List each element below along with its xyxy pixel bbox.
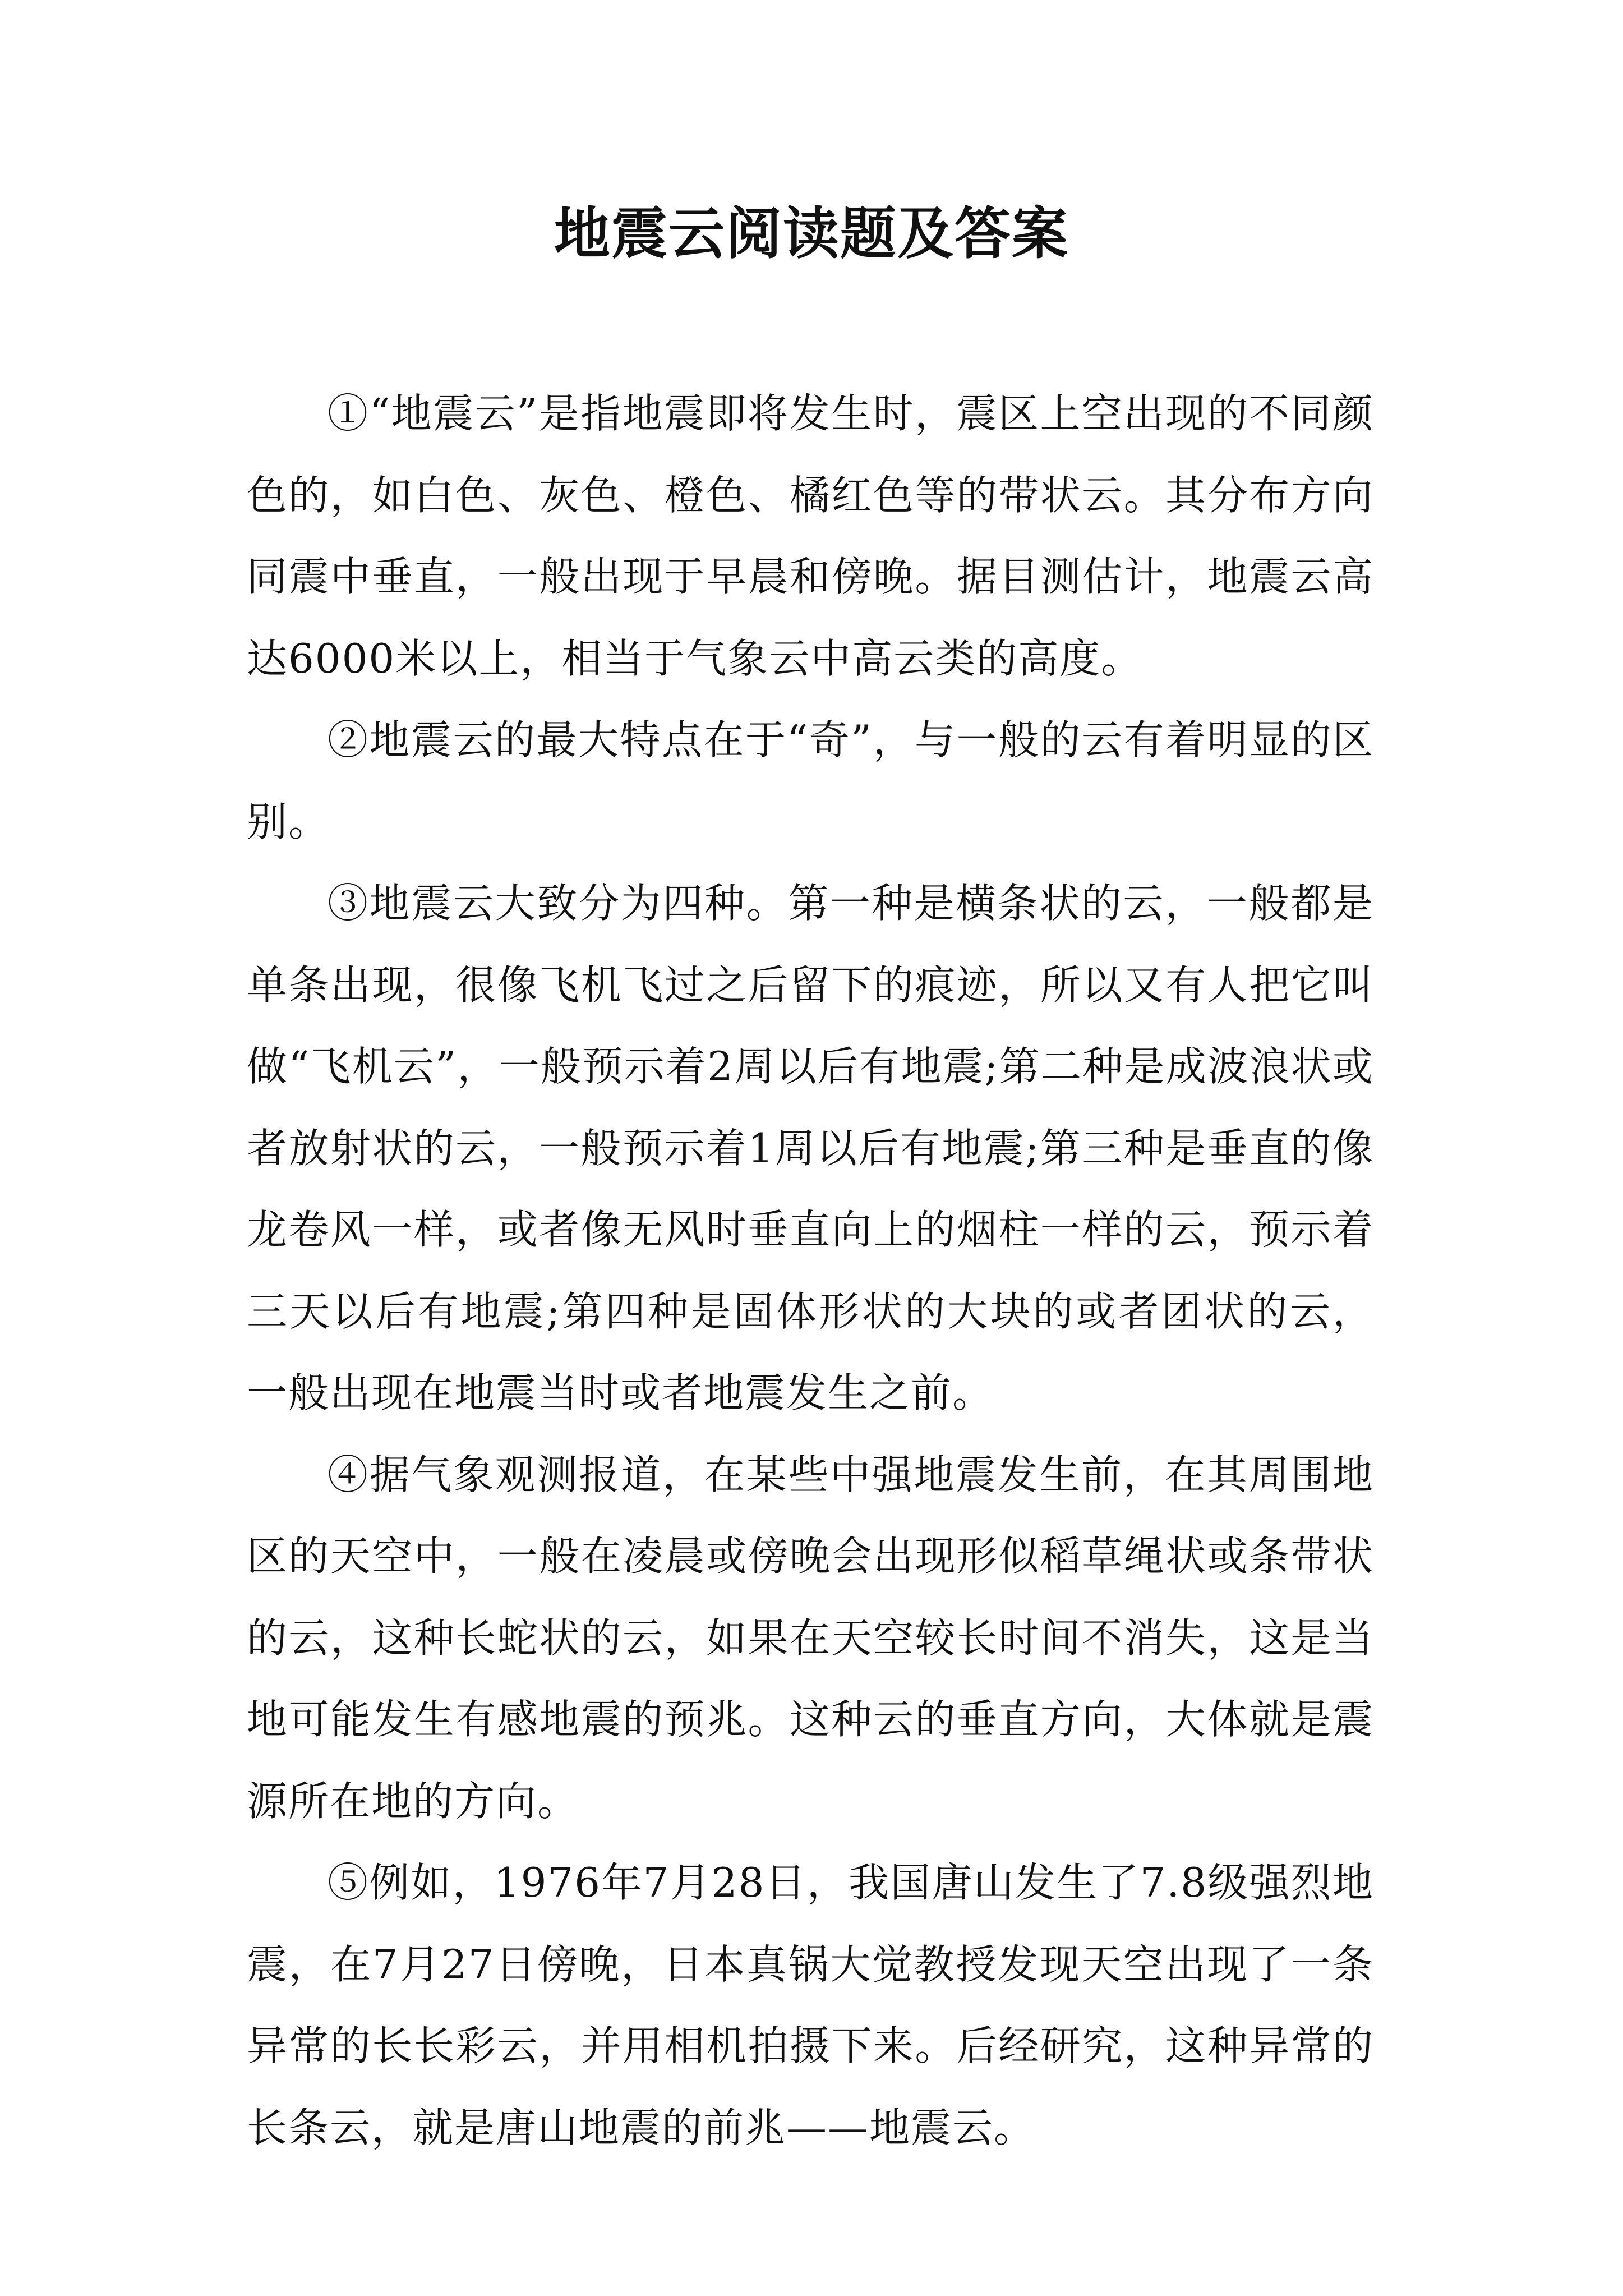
paragraph-5: ⑤例如，1976年7月28日，我国唐山发生了7.8级强烈地震，在7月27日傍晚，日本真锅大觉教授发现天空出现了一条异常的长长彩云，并用相机拍摄下来。后经研究，这种异常的长条云，就是唐山地震的前兆——地震云。 [247, 1859, 1374, 2151]
paragraph-1: ①“地震云”是指地震即将发生时，震区上空出现的不同颜色的，如白色、灰色、橙色、橘红色等的带状云。其分布方向同震中垂直，一般出现于早晨和傍晚。据目测估计，地震云高达6000米以上，相当于气象云中高云类的高度。 [247, 390, 1374, 682]
paragraph-2: ②地震云的最大特点在于“奇”，与一般的云有着明显的区别。 [247, 716, 1374, 845]
paragraph-4: ④据气象观测报道，在某些中强地震发生前，在其周围地区的天空中，一般在凌晨或傍晚会出现形似稻草绳状或条带状的云，这种长蛇状的云，如果在天空较长时间不消失，这是当地可能发生有感地震的预兆。这种云的垂直方向，大体就是震源所在地的方向。 [247, 1451, 1374, 1825]
document-title: 地震云阅读题及答案 [554, 201, 1069, 266]
paragraph-3: ③地震云大致分为四种。第一种是横条状的云，一般都是单条出现，很像飞机飞过之后留下的痕迹，所以又有人把它叫做“飞机云”，一般预示着2周以后有地震;第二种是成波浪状或者放射状的云，一般预示着1周以后有地震;第三种是垂直的像龙卷风一样，或者像无风时垂直向上的烟柱一样的云，预示着三天以后有地震;第四种是固体形状的大块的或者团状的云，一般出现在地震当时或者地震发生之前。 [247, 880, 1374, 1416]
document-body [247, 373, 1374, 2169]
